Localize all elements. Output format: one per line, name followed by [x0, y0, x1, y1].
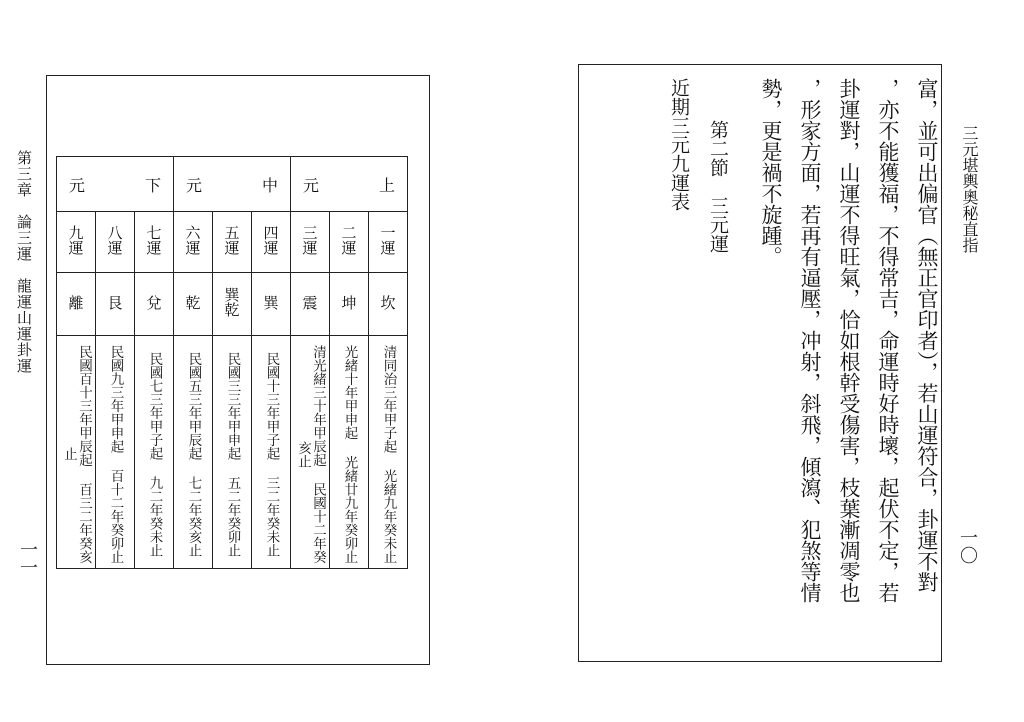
- body-text-column: ，形家方面，若再有逼壓，冲射，斜飛，傾瀉、犯煞等情: [798, 78, 822, 603]
- dates-cell-text: 民國九三年甲申起 百十二年癸卯止: [107, 344, 124, 564]
- trigram-cell-text: 巽乾: [222, 287, 241, 317]
- trigram-row: [57, 273, 408, 336]
- run-cell-text: 八運: [105, 225, 124, 255]
- dates-cell: [291, 336, 330, 569]
- dates-cell-text: 民國五三年甲辰起 七二年癸亥止: [185, 351, 202, 557]
- trigram-cell-text: 巽: [261, 294, 280, 310]
- era-header-cell: [291, 157, 408, 212]
- dates-cell: [135, 336, 174, 569]
- running-title: 三元堪輿奧秘直指: [960, 125, 979, 253]
- run-cell: [330, 212, 369, 273]
- run-cell: [96, 212, 135, 273]
- trigram-cell: [291, 273, 330, 336]
- run-cell: [135, 212, 174, 273]
- run-cell-text: 四運: [261, 225, 280, 255]
- era-name: 中: [261, 175, 278, 195]
- trigram-cell: [213, 273, 252, 336]
- trigram-cell-text: 震: [300, 294, 319, 310]
- body-text-column: 勢，更是禍不旋踵。: [759, 78, 783, 267]
- trigram-cell-text: 離: [66, 294, 85, 310]
- run-cell: [213, 212, 252, 273]
- run-cell: [291, 212, 330, 273]
- run-cell-text: 九運: [66, 225, 85, 255]
- left-page-number: 一一: [17, 540, 38, 576]
- body-text-column: 富，並可出偏官（無正官印者），若山運符合，卦運不對: [915, 78, 939, 593]
- run-cell-text: 五運: [222, 225, 241, 255]
- era-header-row: [57, 157, 408, 212]
- trigram-cell: [96, 273, 135, 336]
- dates-cell-text: 清同治三年甲子起 光緒九年癸未止: [380, 344, 397, 564]
- trigram-cell-text: 兌: [144, 294, 163, 310]
- run-cell-text: 二運: [339, 225, 358, 255]
- dates-cell-text: 民國七三年甲子起 九二年癸未止: [146, 351, 163, 557]
- run-cell: [252, 212, 291, 273]
- dates-cell: [213, 336, 252, 569]
- run-cell-text: 三運: [300, 225, 319, 255]
- trigram-cell: [174, 273, 213, 336]
- chapter-header: 第三章 論三運 龍運山運卦運: [15, 150, 33, 374]
- table-heading: 近期三元九運表: [668, 78, 690, 211]
- trigram-cell-text: 艮: [105, 294, 124, 310]
- trigram-cell: [330, 273, 369, 336]
- dates-cell-text: 民國十三年甲子起 三二年癸未止: [263, 351, 280, 557]
- era-suffix: 元: [303, 175, 320, 195]
- right-page-number: 一〇: [957, 528, 978, 564]
- run-cell-text: 六運: [183, 225, 202, 255]
- body-text-column: 卦運對，山運不得旺氣，恰如根幹受傷害，枝葉漸凋零也: [837, 78, 861, 603]
- body-text-column: ，亦不能獲福，不得常吉，命運時好時壞，起伏不定，若: [876, 78, 900, 603]
- dates-row: [57, 336, 408, 569]
- section-heading: 第二節 三元運: [707, 120, 729, 253]
- run-cell: [174, 212, 213, 273]
- dates-cell: [252, 336, 291, 569]
- three-eras-nine-runs-table: [56, 156, 408, 569]
- run-cell: [369, 212, 408, 273]
- run-cell-text: 七運: [144, 225, 163, 255]
- trigram-cell-text: 坤: [339, 294, 358, 310]
- dates-cell-text: 清光緒三十年甲辰起 民國十二年癸亥止: [295, 344, 326, 564]
- era-suffix: 元: [69, 175, 86, 195]
- trigram-cell-text: 乾: [183, 294, 202, 310]
- dates-cell-text: 民國三三年甲申起 五二年癸卯止: [224, 351, 241, 557]
- dates-cell: [57, 336, 96, 569]
- trigram-cell-text: 坎: [378, 294, 397, 310]
- trigram-cell: [252, 273, 291, 336]
- dates-cell: [96, 336, 135, 569]
- era-name: 上: [378, 175, 395, 195]
- era-header-cell: [57, 157, 174, 212]
- dates-cell-text: 民國百十三年甲辰起 百三二年癸亥止: [61, 344, 92, 564]
- trigram-cell: [369, 273, 408, 336]
- era-header-cell: [174, 157, 291, 212]
- dates-cell-text: 光緒十年甲申起 光緒廿九年癸卯止: [341, 344, 358, 564]
- trigram-cell: [135, 273, 174, 336]
- dates-cell: [330, 336, 369, 569]
- run-cell-text: 一運: [378, 225, 397, 255]
- trigram-cell: [57, 273, 96, 336]
- era-name: 下: [144, 175, 161, 195]
- run-row: [57, 212, 408, 273]
- era-suffix: 元: [186, 175, 203, 195]
- dates-cell: [369, 336, 408, 569]
- dates-cell: [174, 336, 213, 569]
- run-cell: [57, 212, 96, 273]
